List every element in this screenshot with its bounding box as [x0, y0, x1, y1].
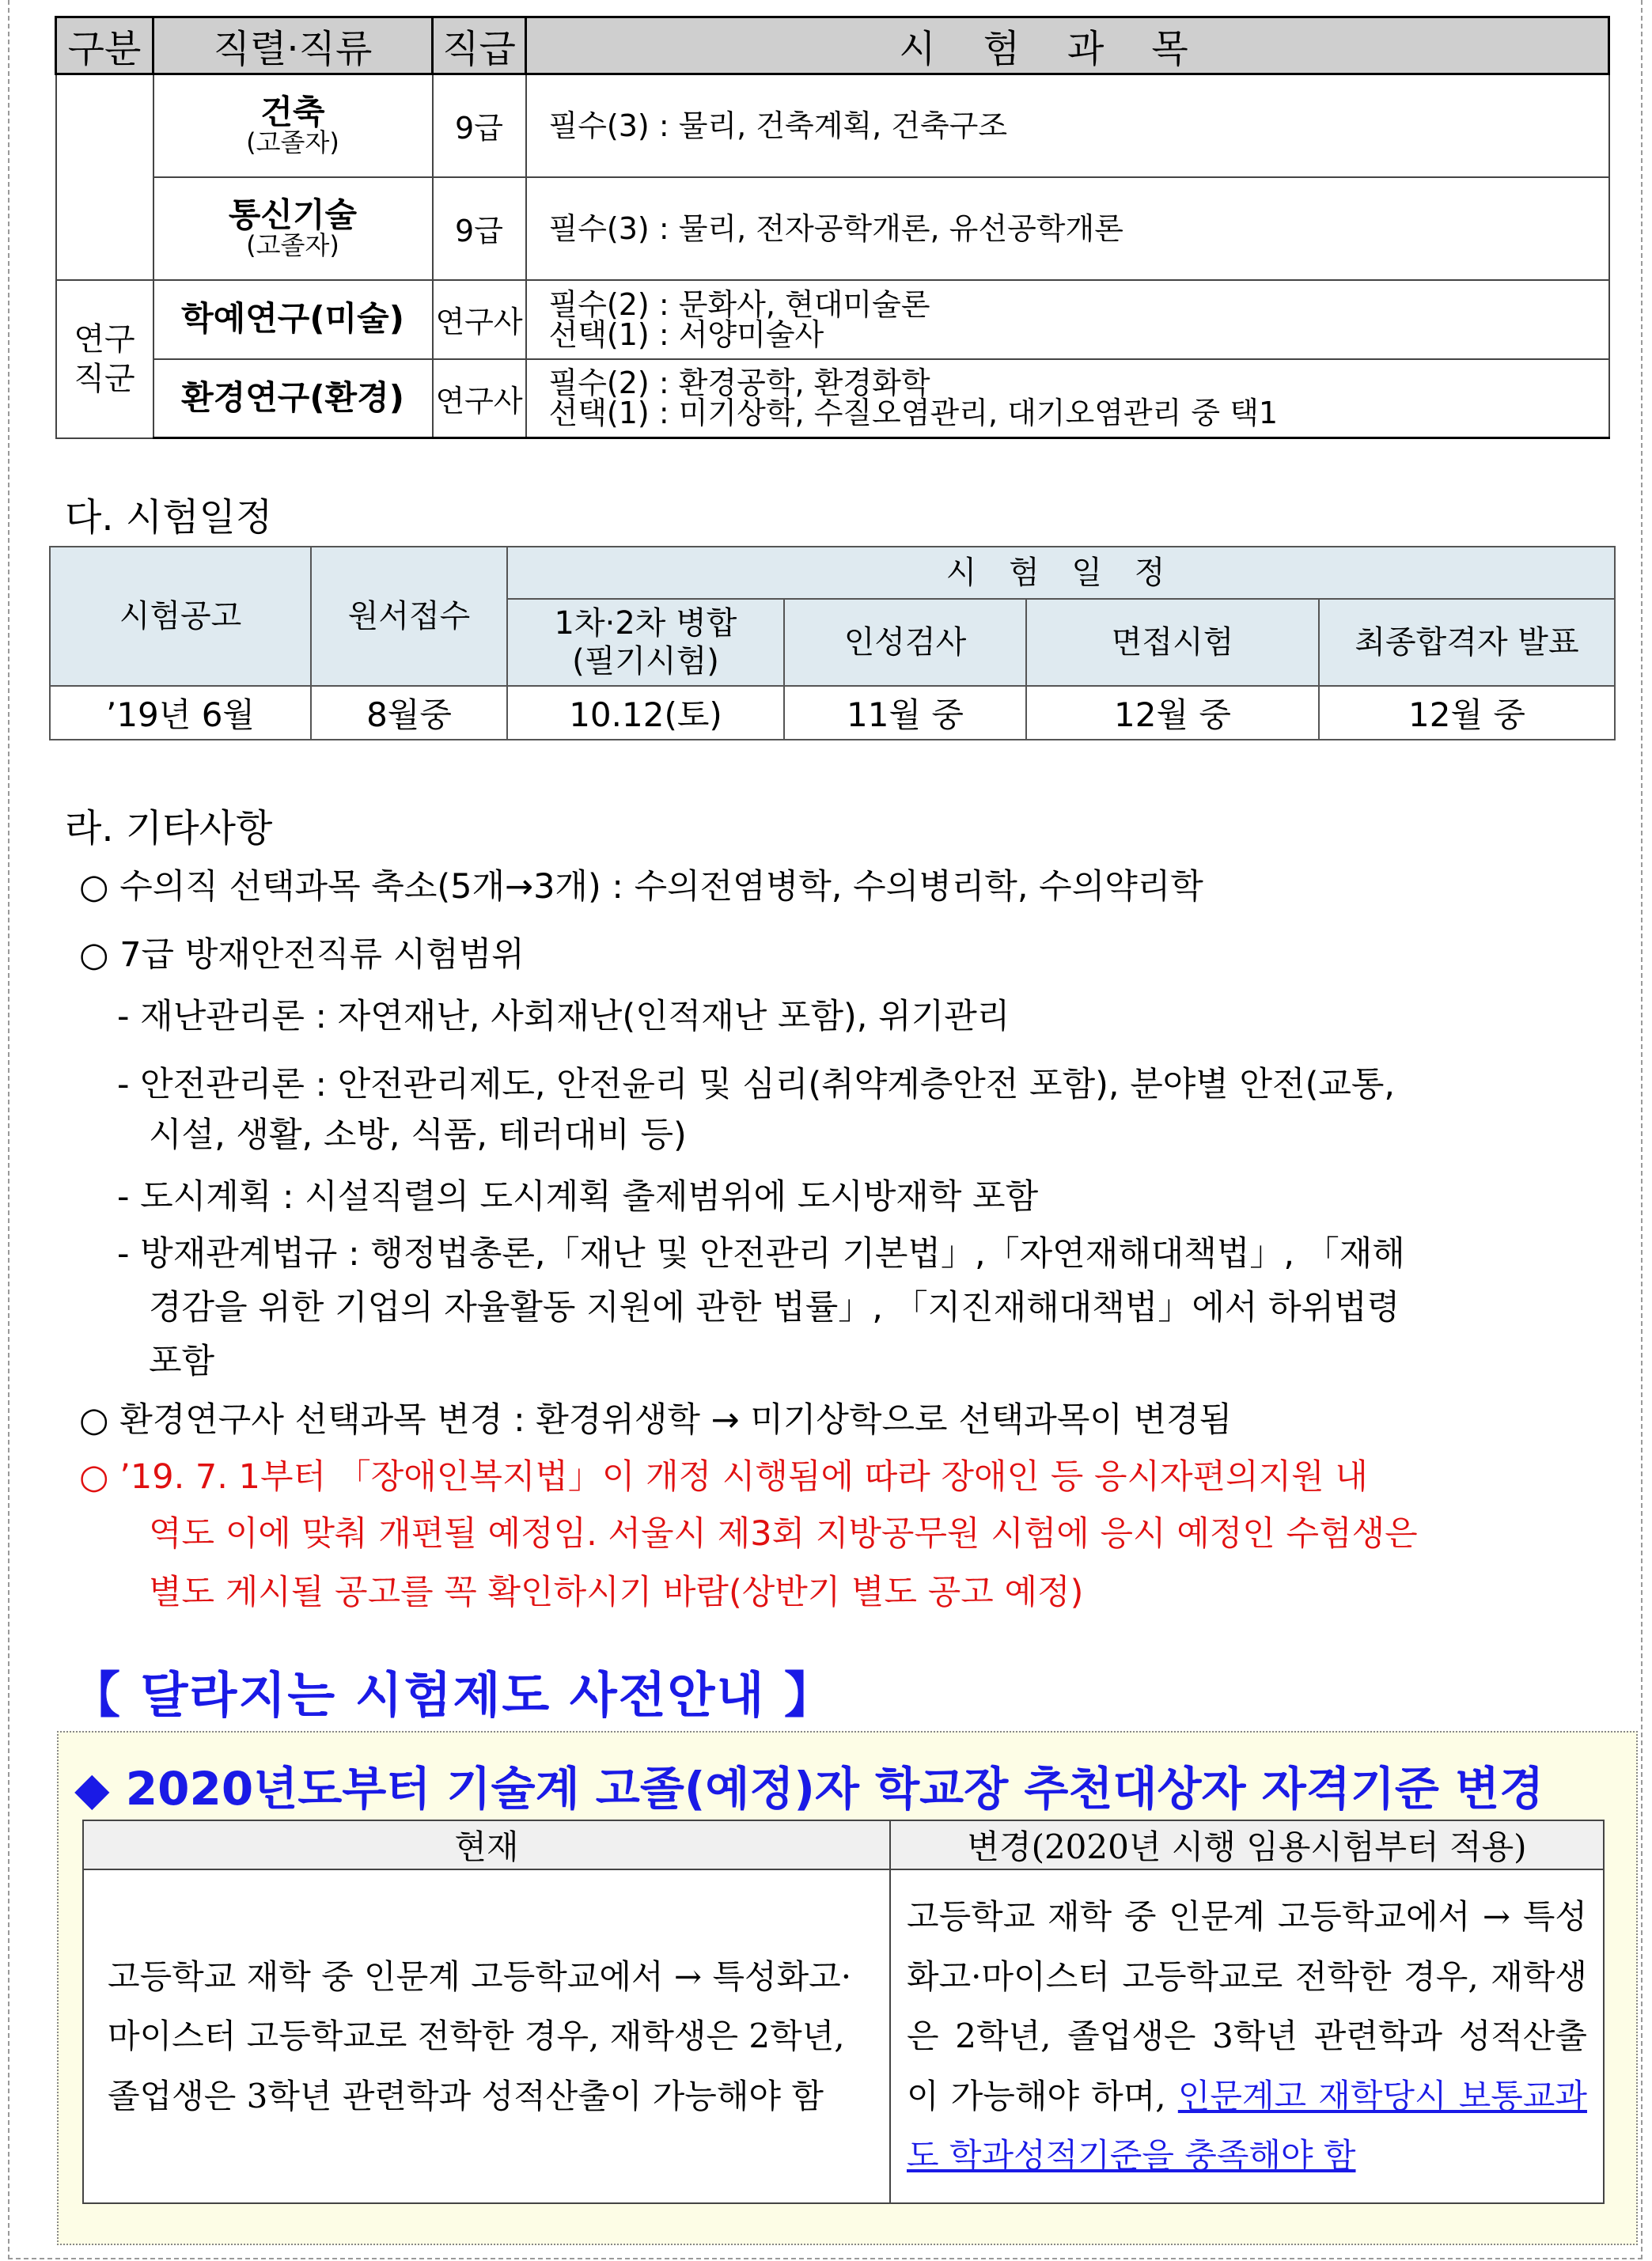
value-interview: 12월 중 — [1026, 686, 1319, 740]
grade-cell: 9급 — [433, 74, 526, 177]
list-item: ○ 7급 방재안전직류 시험범위 — [79, 935, 525, 975]
job-cell — [153, 359, 433, 438]
list-item: - 재난관리론 : 자연재난, 사회재난(인적재난 포함), 위기관리 — [117, 997, 1010, 1036]
list-item: ○ 수의직 선택과목 축소(5개→3개) : 수의전염병학, 수의병리학, 수의약리학 — [79, 867, 1203, 907]
subject-line: 선택(1) : 서양미술사 — [548, 316, 824, 352]
subjects-cell — [526, 280, 1609, 359]
grade-cell: 연구사 — [433, 359, 526, 438]
category-cell — [56, 177, 153, 280]
red-notice-line: 역도 이에 맞춰 개편될 예정임. 서울시 제3회 지방공무원 시험에 응시 예정인 수험생은 — [149, 1514, 1418, 1554]
header-current: 현재 — [83, 1820, 890, 1869]
table-header-row — [56, 17, 1609, 74]
change-box-title: ◆ 2020년도부터 기술계 고졸(예정)자 학교장 추천대상자 자격기준 변경 — [74, 1762, 1544, 1816]
header-personality: 인성검사 — [784, 599, 1026, 686]
job-name: 건축 — [260, 92, 325, 131]
change-comparison-table — [82, 1820, 1605, 2204]
subject-line: 필수(3) : 물리, 전자공학개론, 유선공학개론 — [548, 210, 1123, 246]
subjects-cell — [526, 359, 1609, 438]
table-row — [56, 177, 1609, 280]
subject-line: 필수(2) : 환경공학, 환경화학 — [548, 365, 930, 401]
header-category: 구분 — [56, 17, 153, 74]
red-notice-line: ○ ’19. 7. 1부터 「장애인복지법」이 개정 시행됨에 따라 장애인 등 응시자편의지원 내 — [79, 1457, 1368, 1497]
header-apply: 원서접수 — [311, 547, 507, 686]
subjects-cell — [526, 177, 1609, 280]
header-interview: 면접시험 — [1026, 599, 1319, 686]
notice-title: 【 달라지는 시험제도 사전안내 】 — [71, 1666, 835, 1724]
exam-subjects-table — [55, 16, 1610, 439]
list-item: - 도시계획 : 시설직렬의 도시계획 출제범위에 도시방재학 포함 — [117, 1177, 1039, 1217]
job-cell — [153, 74, 433, 177]
grade-cell: 9급 — [433, 177, 526, 280]
current-text: 고등학교 재학 중 인문계 고등학교에서 → 특성화고·마이스터 고등학교로 전학한 경우, 재학생은 2학년, 졸업생은 3학년 관련학과 성적산출이 가능해야 함 — [83, 1869, 890, 2203]
subjects-cell — [526, 74, 1609, 177]
job-name: 환경연구(환경) — [181, 378, 404, 418]
category-cell — [56, 74, 153, 177]
list-item: - 방재관계법규 : 행정법총론,「재난 및 안전관리 기본법」,「자연재해대책법」, 「재해 — [117, 1234, 1405, 1274]
value-announce: ’19년 6월 — [50, 686, 311, 740]
job-sub: (고졸자) — [246, 127, 339, 157]
value-apply: 8월중 — [311, 686, 507, 740]
exam-schedule-table — [49, 546, 1616, 740]
red-notice-line: 별도 게시될 공고를 꼭 확인하시기 바람(상반기 별도 공고 예정) — [149, 1573, 1084, 1612]
changed-underlined-text: 인문계고 재학당시 보통교과도 학과성적기준을 충족해야 함 — [907, 2076, 1587, 2176]
header-job: 직렬·직류 — [153, 17, 433, 74]
subject-line: 필수(3) : 물리, 건축계획, 건축구조 — [548, 108, 1008, 143]
header-changed: 변경(2020년 시행 임용시험부터 적용) — [890, 1820, 1604, 1869]
change-notice-box — [57, 1731, 1638, 2245]
job-cell — [153, 177, 433, 280]
table-row — [83, 1869, 1604, 2203]
schedule-heading: 다. 시험일정 — [65, 495, 273, 540]
header-subjects: 시험과목 — [526, 17, 1609, 74]
list-item: 포함 — [149, 1342, 215, 1381]
job-sub: (고졸자) — [246, 229, 339, 260]
job-name: 학예연구(미술) — [181, 299, 404, 339]
header-written — [507, 599, 784, 686]
job-name: 통신기술 — [228, 195, 358, 234]
header-written-label: 1차·2차 병합 (필기시험) — [554, 605, 737, 680]
value-written: 10.12(토) — [507, 686, 784, 740]
document-page — [8, 0, 1643, 2259]
header-grade: 직급 — [433, 17, 526, 74]
header-schedule-group: 시 험 일 정 — [507, 547, 1615, 599]
grade-cell: 연구사 — [433, 280, 526, 359]
changed-cell — [890, 1869, 1604, 2203]
changed-text: 고등학교 재학 중 인문계 고등학교에서 → 특성화고·마이스터 고등학교로 전학한 경우, 재학생은 2학년, 졸업생은 3학년 관련학과 성적산출이 가능해야 하며, — [907, 1897, 1587, 2115]
table-row — [56, 359, 1609, 438]
table-row — [50, 686, 1615, 740]
category-label: 연구직군 — [74, 320, 135, 397]
list-item: 시설, 생활, 소방, 식품, 테러대비 등) — [149, 1115, 687, 1155]
list-item: ○ 환경연구사 선택과목 변경 : 환경위생학 → 미기상학으로 선택과목이 변경됨 — [79, 1400, 1233, 1440]
table-row — [56, 280, 1609, 359]
job-cell — [153, 280, 433, 359]
list-item: 경감을 위한 기업의 자율활동 지원에 관한 법률」, 「지진재해대책법」에서 하위법령 — [149, 1288, 1400, 1327]
value-final: 12월 중 — [1319, 686, 1615, 740]
header-final: 최종합격자 발표 — [1319, 599, 1615, 686]
subject-line: 필수(2) : 문화사, 현대미술론 — [548, 286, 930, 322]
other-heading: 라. 기타사항 — [65, 806, 273, 850]
header-announce: 시험공고 — [50, 547, 311, 686]
subject-line: 선택(1) : 미기상학, 수질오염관리, 대기오염관리 중 택1 — [548, 396, 1279, 431]
category-cell — [56, 280, 153, 438]
list-item: - 안전관리론 : 안전관리제도, 안전윤리 및 심리(취약계층안전 포함), 분야별 안전(교통, — [117, 1065, 1396, 1104]
table-row — [56, 74, 1609, 177]
value-personality: 11월 중 — [784, 686, 1026, 740]
